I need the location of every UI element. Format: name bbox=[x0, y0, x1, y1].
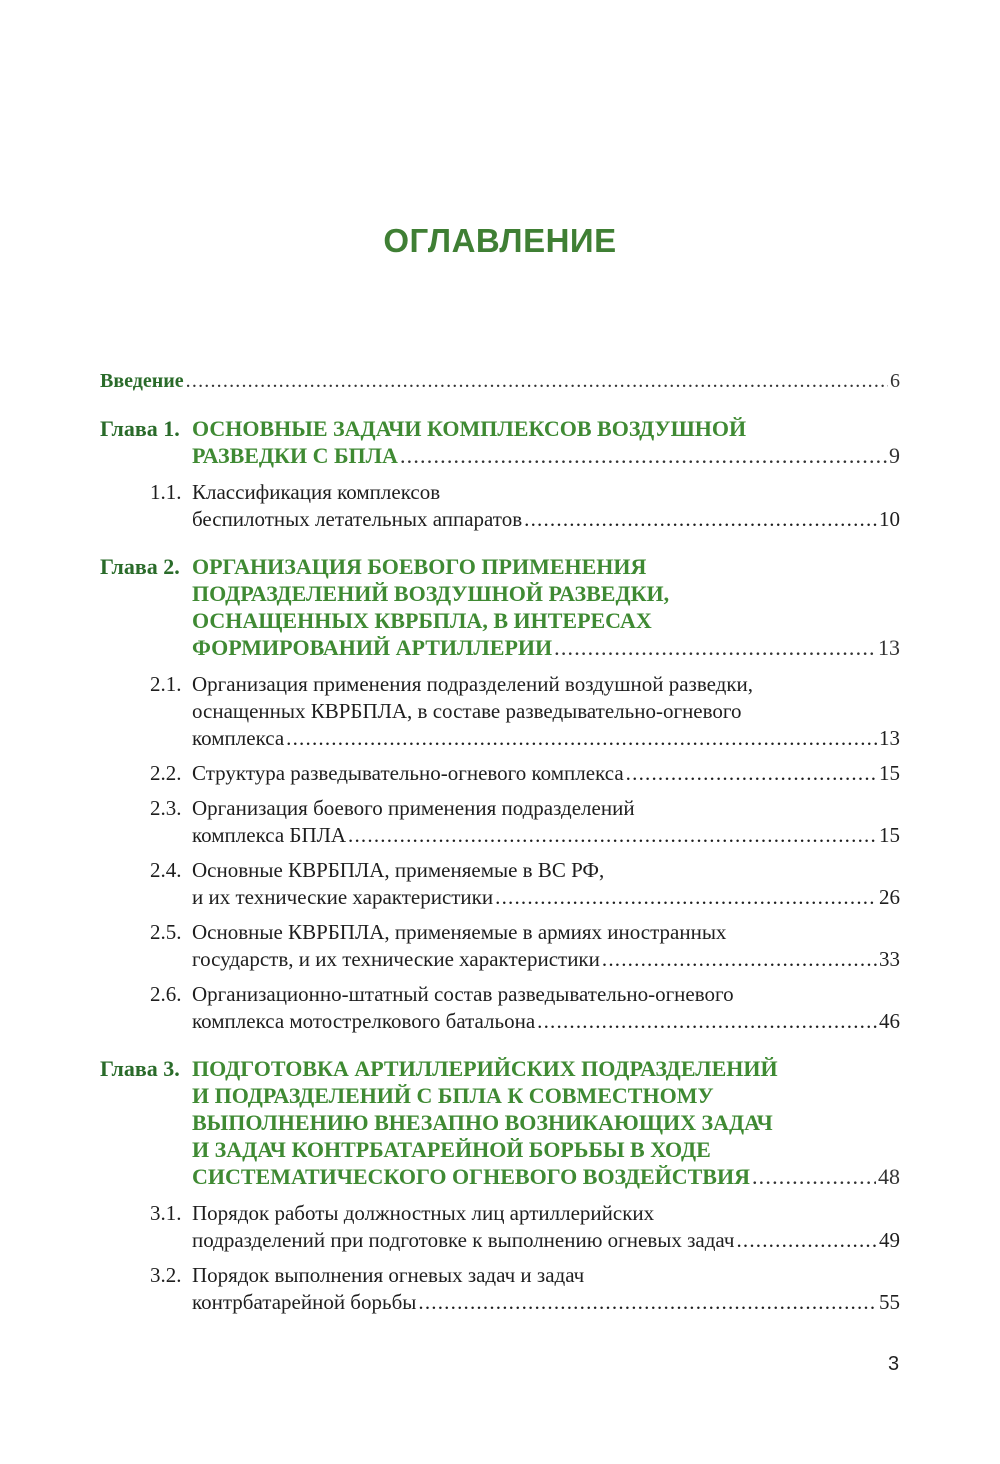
toc-page-number: 55 bbox=[879, 1290, 900, 1314]
dot-leader bbox=[554, 634, 876, 661]
section-number: 3.1. bbox=[150, 1201, 182, 1225]
toc-page-number: 49 bbox=[879, 1228, 900, 1252]
toc-page-number: 26 bbox=[879, 885, 900, 909]
toc-section-2-1[interactable] bbox=[100, 671, 900, 752]
toc-section-2-4[interactable] bbox=[100, 857, 900, 911]
chapter-number: Глава 2. bbox=[100, 554, 180, 579]
dot-leader bbox=[186, 368, 888, 395]
toc-page-number: 33 bbox=[879, 947, 900, 971]
dot-leader bbox=[602, 946, 877, 973]
toc-page-number: 48 bbox=[878, 1164, 900, 1189]
chapter-number: Глава 1. bbox=[100, 416, 180, 441]
section-title-line: беспилотных летательных аппаратов bbox=[192, 507, 523, 531]
section-title-line: Организация боевого применения подразделений bbox=[192, 796, 635, 820]
section-title-line: государств, и их технические характеристики bbox=[192, 947, 600, 971]
toc-page-number: 15 bbox=[879, 761, 900, 785]
dot-leader bbox=[752, 1163, 876, 1190]
toc-section-2-2[interactable] bbox=[100, 760, 900, 787]
dot-leader bbox=[626, 760, 877, 787]
toc-page-number: 6 bbox=[890, 370, 900, 392]
toc-page-number: 9 bbox=[889, 443, 900, 468]
dot-leader bbox=[418, 1289, 877, 1316]
chapter-title-line: СИСТЕМАТИЧЕСКОГО ОГНЕВОГО ВОЗДЕЙСТВИЯ bbox=[192, 1164, 750, 1189]
toc-section-2-5[interactable] bbox=[100, 919, 900, 973]
section-number: 2.6. bbox=[150, 982, 182, 1006]
chapter-title-line: ОСНАЩЕННЫХ КВРБПЛА, В ИНТЕРЕСАХ bbox=[192, 608, 652, 633]
section-title-line: и их технические характеристики bbox=[192, 885, 494, 909]
section-title-line: комплекса мотострелкового батальона bbox=[192, 1009, 536, 1033]
chapter-title-line: ВЫПОЛНЕНИЮ ВНЕЗАПНО ВОЗНИКАЮЩИХ ЗАДАЧ bbox=[192, 1110, 773, 1135]
section-title-line: Основные КВРБПЛА, применяемые в армиях иностранных bbox=[192, 920, 727, 944]
chapter-title-line: РАЗВЕДКИ С БПЛА bbox=[192, 443, 398, 468]
toc-section-2-6[interactable] bbox=[100, 981, 900, 1035]
section-title-line: Классификация комплексов bbox=[192, 480, 441, 504]
chapter-title-line: ПОДГОТОВКА АРТИЛЛЕРИЙСКИХ ПОДРАЗДЕЛЕНИЙ bbox=[192, 1056, 778, 1081]
toc-section-3-2[interactable] bbox=[100, 1262, 900, 1316]
section-title-line: Организационно-штатный состав разведывательно-огневого bbox=[192, 982, 734, 1006]
section-number: 2.4. bbox=[150, 858, 182, 882]
toc-page-number: 13 bbox=[878, 635, 900, 660]
chapter-title-line: ОРГАНИЗАЦИЯ БОЕВОГО ПРИМЕНЕНИЯ bbox=[192, 554, 647, 579]
chapter-number: Глава 3. bbox=[100, 1056, 180, 1081]
chapter-title-line: ПОДРАЗДЕЛЕНИЙ ВОЗДУШНОЙ РАЗВЕДКИ, bbox=[192, 581, 670, 606]
toc-chapter-3[interactable] bbox=[100, 1055, 900, 1190]
toc-section-1-1[interactable] bbox=[100, 479, 900, 533]
dot-leader bbox=[537, 1008, 877, 1035]
dot-leader bbox=[495, 884, 877, 911]
toc-chapter-1[interactable] bbox=[100, 415, 900, 469]
toc-chapter-2[interactable] bbox=[100, 553, 900, 661]
section-title-line: контрбатарейной борьбы bbox=[192, 1290, 417, 1314]
toc-section-3-1[interactable] bbox=[100, 1200, 900, 1254]
section-number: 2.3. bbox=[150, 796, 182, 820]
dot-leader bbox=[524, 506, 877, 533]
page-number: 3 bbox=[888, 1353, 900, 1375]
section-title-line: Организация применения подразделений воздушной разведки, bbox=[192, 672, 754, 696]
dot-leader bbox=[736, 1227, 877, 1254]
toc-page-number: 46 bbox=[879, 1009, 900, 1033]
section-title-line: Порядок работы должностных лиц артиллерийских bbox=[192, 1201, 655, 1225]
section-number: 3.2. bbox=[150, 1263, 182, 1287]
page-title: ОГЛАВЛЕНИЕ bbox=[383, 222, 617, 259]
toc-intro-label: Введение bbox=[100, 370, 184, 392]
section-number: 1.1. bbox=[150, 480, 182, 504]
toc-section-2-3[interactable] bbox=[100, 795, 900, 849]
dot-leader bbox=[348, 822, 877, 849]
toc-page-number: 15 bbox=[879, 823, 900, 847]
dot-leader bbox=[286, 725, 877, 752]
toc-page-number: 10 bbox=[879, 507, 900, 531]
section-title-line: оснащенных КВРБПЛА, в составе разведывательно-огневого bbox=[192, 699, 742, 723]
dot-leader bbox=[400, 442, 887, 469]
section-title-line: Основные КВРБПЛА, применяемые в ВС РФ, bbox=[192, 858, 605, 882]
section-number: 2.2. bbox=[150, 761, 182, 785]
chapter-title-line: И ПОДРАЗДЕЛЕНИЙ С БПЛА К СОВМЕСТНОМУ bbox=[192, 1083, 714, 1108]
chapter-title-line: ОСНОВНЫЕ ЗАДАЧИ КОМПЛЕКСОВ ВОЗДУШНОЙ bbox=[192, 416, 747, 441]
section-number: 2.1. bbox=[150, 672, 182, 696]
section-title-line: Структура разведывательно-огневого комплекса bbox=[192, 761, 624, 785]
chapter-title-line: И ЗАДАЧ КОНТРБАТАРЕЙНОЙ БОРЬБЫ В ХОДЕ bbox=[192, 1137, 711, 1162]
section-title-line: комплекса bbox=[192, 726, 285, 750]
section-title-line: подразделений при подготовке к выполнению огневых задач bbox=[192, 1228, 735, 1252]
section-title-line: Порядок выполнения огневых задач и задач bbox=[192, 1263, 585, 1287]
toc-page-number: 13 bbox=[879, 726, 900, 750]
section-number: 2.5. bbox=[150, 920, 182, 944]
chapter-title-line: ФОРМИРОВАНИЙ АРТИЛЛЕРИИ bbox=[192, 635, 553, 660]
section-title-line: комплекса БПЛА bbox=[192, 823, 347, 847]
toc-intro[interactable] bbox=[100, 368, 900, 395]
table-of-contents bbox=[100, 368, 900, 1316]
